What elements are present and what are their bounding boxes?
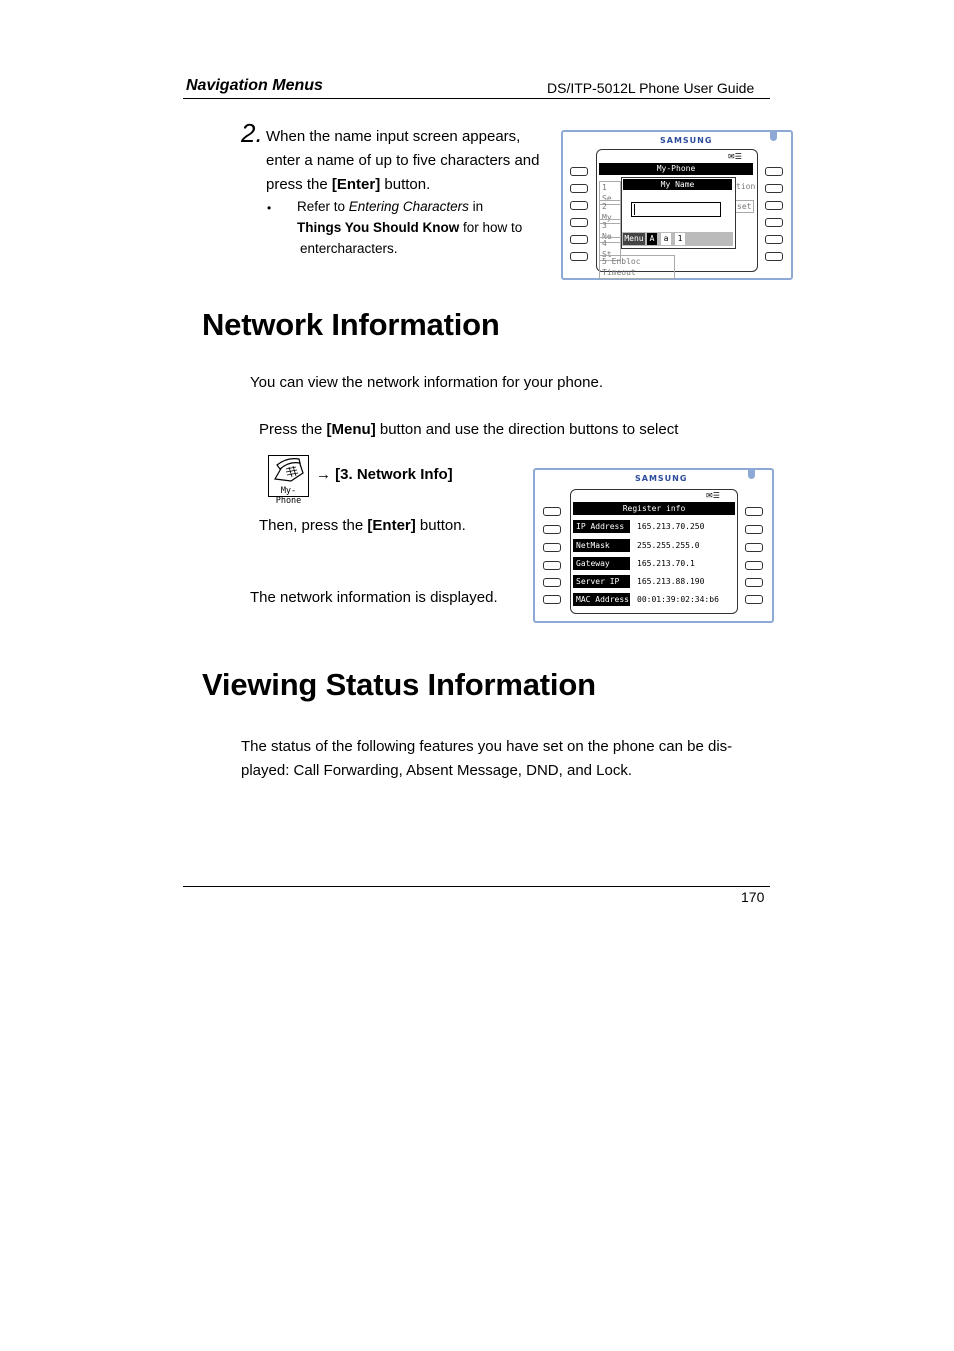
- section-title: Navigation Menus: [186, 77, 323, 94]
- name-input-field: [631, 202, 721, 217]
- side-button: [745, 561, 763, 570]
- side-button: [745, 543, 763, 552]
- side-button: [543, 595, 561, 604]
- note-line: [297, 196, 522, 217]
- network-heading: Network Information: [202, 307, 500, 342]
- header-rule: [183, 98, 770, 99]
- arrow-icon: →: [316, 466, 331, 483]
- side-button: [543, 507, 561, 516]
- text: button.: [415, 517, 466, 534]
- side-button: [765, 218, 783, 227]
- text: Entering Characters: [348, 199, 469, 214]
- list-item: 3 Ne: [599, 219, 621, 243]
- side-button: [570, 167, 588, 176]
- info-label: MAC Address: [573, 593, 630, 606]
- envelope-icon: ✉☰: [706, 491, 720, 500]
- side-button: [543, 578, 561, 587]
- info-value: 00:01:39:02:34:b6: [637, 595, 719, 604]
- list-item: 4 St: [599, 237, 621, 261]
- side-button: [543, 543, 561, 552]
- step2-text: [266, 125, 540, 197]
- info-label: NetMask: [573, 539, 630, 552]
- side-button: [765, 167, 783, 176]
- enter-key-ref: [Enter]: [331, 176, 381, 193]
- list-fragment: set: [734, 200, 754, 213]
- lcd-screen: [596, 149, 758, 277]
- mode-option: 1: [675, 233, 685, 245]
- text: button and use the direction buttons to select: [375, 421, 679, 438]
- info-value: 165.213.88.190: [637, 577, 705, 586]
- dialog-menu-bar: [622, 232, 733, 246]
- list-item: 1 Se: [599, 181, 621, 205]
- icon-label: My-Phone: [275, 486, 302, 506]
- my-phone-menu-icon: [268, 455, 309, 506]
- displayed-text: The network information is displayed.: [250, 589, 498, 606]
- side-button: [745, 595, 763, 604]
- bullet-icon: •: [267, 201, 272, 215]
- step-number: 2.: [241, 118, 263, 148]
- telephone-icon: [269, 457, 308, 487]
- footer-rule: [183, 886, 770, 887]
- side-button: [543, 525, 561, 534]
- envelope-icon: ✉☰: [728, 152, 742, 161]
- text: button.: [380, 176, 431, 193]
- side-button: [745, 578, 763, 587]
- side-button: [570, 252, 588, 261]
- side-button: [745, 525, 763, 534]
- list-fragment: tion: [736, 182, 756, 191]
- mode-option: A: [647, 233, 657, 245]
- then-press-instruction: [259, 514, 466, 538]
- text: press the: [266, 176, 332, 193]
- status-line: played: Call Forwarding, Absent Message, DND, and Lock.: [241, 762, 633, 779]
- status-heading: Viewing Status Information: [202, 667, 596, 702]
- brand-logo: SAMSUNG: [635, 474, 688, 483]
- info-value: 255.255.255.0: [637, 541, 700, 550]
- text: Things You Should Know: [297, 220, 460, 235]
- dialog-title: My Name: [623, 179, 732, 190]
- side-button: [765, 235, 783, 244]
- side-button: [745, 507, 763, 516]
- list-item: 2 My: [599, 200, 621, 224]
- info-value: 165.213.70.1: [637, 559, 695, 568]
- led-indicator: [748, 470, 755, 479]
- text: Then, press the: [259, 517, 368, 534]
- step2-line: [266, 173, 540, 197]
- guide-title: DS/ITP-5012L Phone User Guide: [547, 80, 755, 96]
- text: in: [468, 199, 484, 214]
- text-cursor: [634, 204, 635, 215]
- info-value: 165.213.70.250: [637, 522, 705, 531]
- side-button: [570, 201, 588, 210]
- side-button: [765, 252, 783, 261]
- screen-title: Register info: [573, 502, 735, 515]
- phone-illustration-name-input: [561, 130, 793, 280]
- step2-line: When the name input screen appears,: [266, 128, 521, 145]
- menu-path: [316, 466, 453, 483]
- phone-illustration-network-info: [533, 468, 774, 623]
- side-button: [543, 561, 561, 570]
- info-label: IP Address: [573, 520, 630, 533]
- network-intro: You can view the network information for your phone.: [250, 374, 603, 391]
- menu-key-ref: [Menu]: [326, 421, 376, 438]
- name-dialog: [621, 177, 736, 249]
- step2-line: enter a name of up to five characters and: [266, 152, 540, 169]
- status-line: The status of the following features you have set on the phone can be dis-: [241, 738, 733, 755]
- enter-key-ref: [Enter]: [367, 517, 416, 534]
- status-paragraph: [241, 735, 732, 783]
- side-button: [765, 201, 783, 210]
- mode-option: a: [661, 233, 671, 245]
- screen-title: My-Phone: [599, 163, 753, 175]
- note-line: entercharacters.: [300, 241, 398, 256]
- text: Refer to: [297, 199, 349, 214]
- side-button: [570, 218, 588, 227]
- info-label: Gateway: [573, 557, 630, 570]
- note-line: [297, 217, 522, 238]
- text: for how to: [459, 220, 523, 235]
- brand-logo: SAMSUNG: [660, 136, 713, 145]
- page-number: 170: [741, 889, 765, 905]
- side-button: [570, 235, 588, 244]
- led-indicator: [770, 132, 777, 141]
- info-label: Server IP: [573, 575, 630, 588]
- side-button: [570, 184, 588, 193]
- step2-note: [297, 196, 522, 259]
- menu-label: Menu: [624, 234, 644, 243]
- list-item: 5 Enbloc Timeout: [599, 255, 675, 279]
- text: Press the: [259, 421, 327, 438]
- lcd-screen: [570, 489, 738, 614]
- side-button: [765, 184, 783, 193]
- network-press-instruction: [259, 418, 678, 442]
- menu-path-label: [3. Network Info]: [335, 466, 453, 483]
